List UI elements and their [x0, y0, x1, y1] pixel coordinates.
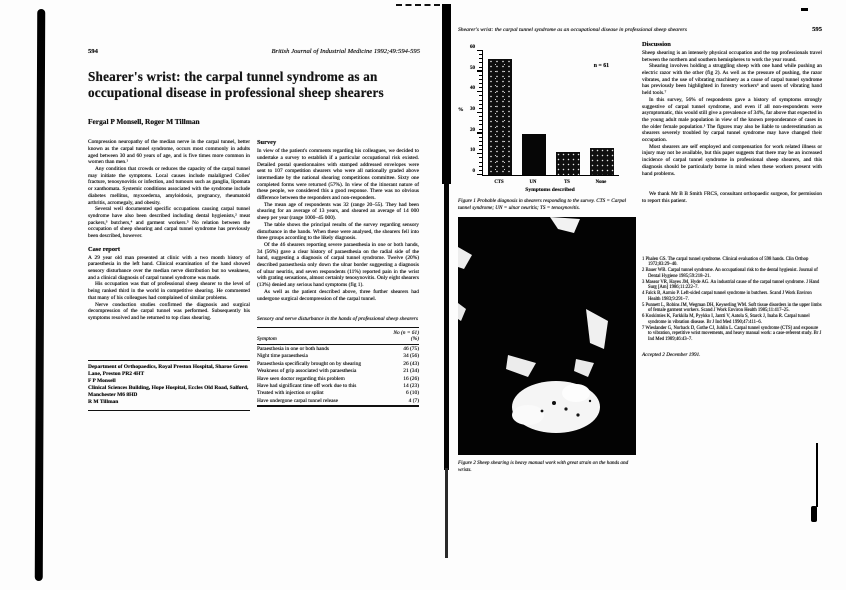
symptom-value: 6 (10) [405, 390, 419, 397]
reference-item: 4 Falck B, Aarnio P. Left-sided carpal tunnel syndrome in butchers. Scand J Work Environ Health 1983;9:291–7. [642, 291, 812, 302]
figure1-minor-tick [479, 62, 483, 63]
figure1-plot-row [458, 45, 632, 179]
figure1-ytick-label: 50 [470, 65, 475, 71]
figure1-xtick-TS: TS [564, 180, 570, 185]
discussion-paragraph: Shearing involves holding a struggling sheep with one hand while pushing an electric razor with the other (fig 2). As well as the pressure of pushing, the razor vibrates, and the use of vibrating machinery as a cause of carpal tunnel syndrome has previously been highlighted in forestry workers⁶ and users of vibrating hand held tools.⁷ [642, 63, 822, 97]
table-header-count-line2: (%) [410, 336, 419, 343]
figure1-xtick-None: None [595, 180, 607, 185]
figure1-ytick-label: 60 [470, 45, 475, 50]
figure1-caption: Figure 1 Probable diagnosis in shearers responding to the survey. CTS = Carpal tunnel syndrome; UN = ulnar neuritis; TS = tenosynovitis. [458, 198, 627, 211]
discussion-paragraph: Most shearers are self employed and compensation for work related illness or injury may not be available, but this paper suggests that there may be an increased incidence of carpal tunnel syndrome in professional sheep shearers, and this diagnosis should be particularly borne in mind when these workers present with hand problems. [642, 143, 822, 177]
figure1-minor-tick [479, 87, 483, 88]
figure1-legend: n = 61 [593, 63, 609, 69]
scan-gutter-strip-top [442, 4, 451, 184]
left-page-number: 594 [88, 48, 98, 55]
figure1-minor-tick [479, 166, 483, 167]
figure1-xlabels [482, 180, 618, 185]
figure1-minor-tick [479, 100, 483, 101]
scan-mark-top-right [801, 8, 808, 11]
figure1-major-tick [477, 153, 483, 154]
symptom-value: 21 (34) [403, 368, 419, 375]
address-line: R M Tillman [88, 399, 119, 406]
figure1-ytick-label: 20 [470, 127, 475, 133]
table-row [257, 360, 419, 367]
discussion-paragraph: In this survey, 56% of respondents gave a history of symptoms strongly suggestive of carpal tunnel syndrome, and even if all non-respondents were asymptomatic, this would still give a prevalence of 34%, far above that expected in the young adult male population in view of the known preponderance of cases in the older female population.¹ The figures may also be liable to underestimation as shearers severely troubled by carpal tunnel syndrome may have changed their occupation. [642, 96, 822, 144]
figure1-minor-tick [479, 67, 483, 68]
figure1-minor-tick [479, 83, 483, 84]
figure1-xtick-UN: UN [529, 180, 537, 185]
figure1-chart [458, 45, 632, 193]
table-header-symptom: Symptom [257, 328, 387, 345]
table-caption: Sensory and nerve disturbance in the hands of professional sheep shearers [257, 316, 418, 323]
reference-item: 7 Wieslander G, Norback D, Gothe CJ, Juhlin L. Carpal tunnel syndrome (CTS) and exposure to vibration, repetitive wrist movements, and heavy manual work: a case-referent study. Br J Ind Med 1989;46:43–7. [642, 325, 822, 342]
right-page-header [458, 26, 822, 33]
table-header-row [257, 328, 419, 345]
figure1-minor-tick [479, 145, 483, 146]
figure1-bar-UN [522, 134, 546, 175]
figure2-caption: Figure 2 Sheep shearing is heavy manual work with great strain on the hands and wrists. [458, 460, 629, 473]
figure1-ytick-label: 30 [470, 107, 475, 112]
figure1-major-tick [477, 132, 483, 133]
left-column-1 [88, 139, 250, 410]
accepted-date: Accepted 2 December 1991. [642, 351, 701, 358]
table-header-count [387, 328, 419, 345]
case-report-paragraph: Nerve conduction studies confirmed the diagnosis and surgical decompression of the carpal tunnel was performed. Subsequently his symptoms resolved and he returned to top class shearing. [88, 301, 250, 321]
symptom-label: Weakness of grip associated with paraesthesia [257, 368, 357, 375]
table-row [257, 397, 419, 405]
case-report-heading: Case report [88, 245, 121, 253]
survey-heading: Survey [257, 139, 277, 147]
case-report-paragraph: His occupation was that of professional sheep shearer to the level of being ranked third in the world in competitive shearing. He commented that many of his colleagues had complained of similar problems. [88, 281, 250, 301]
figure1-minor-tick [479, 75, 483, 76]
figure1-minor-tick [479, 149, 483, 150]
page-left [88, 48, 420, 411]
case-report-paragraph: A 29 year old man presented at clinic with a two month history of paraesthesia in the left hand. Clinical examination of the hand showed sensory disturbance over the median nerve distribution but no weakness, and a clinical diagnosis of carpal tunnel syndrome was made. [88, 254, 250, 281]
symptoms-table [257, 327, 419, 407]
page-right [458, 26, 822, 473]
figure1-minor-tick [479, 141, 483, 142]
figure1-minor-tick [479, 104, 483, 105]
figure1-minor-tick [479, 54, 483, 55]
figure1-minor-tick [479, 58, 483, 59]
article-running-head: Shearer's wrist: the carpal tunnel syndrome as an occupational disease in professional sheep shearers [458, 27, 687, 33]
figure1-ylabel: % [458, 107, 464, 113]
symptom-label: Night time paraesthesia [257, 353, 308, 360]
symptom-value: 34 (56) [403, 353, 419, 360]
figure1-xaxis-title: Symptoms described [525, 187, 575, 193]
figure1-xtick-CTS: CTS [494, 180, 504, 185]
table-row [257, 382, 419, 389]
figure1-minor-tick [479, 162, 483, 163]
scan-gutter-strip-low [445, 468, 448, 558]
figure1-minor-tick [479, 170, 483, 171]
table-row [257, 368, 419, 375]
intro-paragraph: Several well documented specific occupations causing carpal tunnel syndrome have also been described including dental hygienists,² meat packers,³ butchers,⁴ and garment workers.⁵ No relation between the occupation of sheep shearing and carpal tunnel syndrome has previously been described, however. [88, 206, 250, 240]
journal-running-head: British Journal of Industrial Medicine 1992;49:594-595 [271, 48, 420, 55]
figure1-minor-tick [479, 79, 483, 80]
scan-edge-blob-right [811, 506, 817, 522]
reference-item: 1 Phalen GS. The carpal tunnel syndrome. Clinical evaluation of 598 hands. Clin Orthop 1972;83:29–40. [642, 256, 809, 268]
reference-item: 2 Bauer WB. Carpal tunnel syndrome. An occupational risk to the dental hygienist. Journal of Dental Hygiene 1985;59:218–21. [642, 268, 818, 279]
reference-item: 6 Koskimies K, Farkkila M, Pyykko I, Jantti V, Aatola S, Starck J, Inaba R. Carpal tunnel syndrome in vibration disease. Br J Ind Med 1990;47:411–6. [642, 314, 810, 325]
author-address-block [88, 360, 250, 411]
figure1-minor-tick [479, 116, 483, 117]
discussion-paragraph: Sheep shearing is an intensely physical occupation and the top professionals travel between the northern and southern hemispheres to work the year round. [642, 49, 822, 63]
symptom-value: 4 (7) [408, 397, 419, 404]
left-page-header [88, 48, 420, 55]
table-row [257, 345, 419, 353]
symptom-value: 46 (75) [403, 346, 419, 353]
right-page-number: 595 [812, 26, 822, 33]
symptom-value: 14 (23) [403, 383, 419, 389]
figure1-ytick-label: 40 [470, 86, 475, 92]
scan-gutter-strip-mid [444, 180, 449, 470]
table-header-count-line1: No (n = 61) [393, 330, 419, 337]
figure1-minor-tick [479, 137, 483, 138]
reference-item: 5 Punnett L, Robins JM, Wegman DH, Keyserling WM. Soft tissue disorders in the upper limbs of female garment workers. Scand J Work Environ Health 1985;11:417–25. [642, 302, 822, 314]
symptom-value: 16 (26) [403, 375, 419, 382]
address-line: Clinical Sciences Building, Hope Hospital, Eccles Old Road, Salford, Manchester M6 8HD [88, 385, 249, 399]
figure1-major-tick [477, 174, 483, 175]
survey-paragraph: The table shows the principal results of the survey regarding sensory disturbance in the hands. When these were analysed, the shearers fell into three groups according to the likely diagnosis. [257, 221, 419, 242]
survey-paragraph: As well as the patient described above, three further shearers had undergone surgical decompression of the carpal tunnel. [257, 288, 419, 302]
left-page-columns [88, 139, 420, 410]
address-line: Department of Orthopaedics, Royal Preston Hospital, Sharoe Green Lane, Preston PR2 4HT [88, 363, 248, 377]
figure2-photo [458, 217, 636, 455]
article-authors: Fergal P Monsell, Roger M Tillman [88, 117, 200, 127]
figure1-minor-tick [479, 124, 483, 125]
symptom-label: Treated with injection or splint [257, 390, 324, 397]
figure1-minor-tick [479, 120, 483, 121]
intro-paragraph: Any condition that crowds or reduces the capacity of the carpal tunnel may initiate the symptoms. Local causes include malaligned Colles' fracture, tenosynovitis or infection, and tumours such as ganglia, lipomata or xanthomata. Systemic conditions associated with the syndrome include diabetes mellitus, myxoedema, amyloidosis, pregnancy, rheumatoid arthritis, acromegaly, and obesity. [88, 166, 250, 206]
figure1-plot [482, 51, 619, 176]
right-page-columns [458, 41, 822, 473]
reference-list [642, 257, 822, 343]
figure1-minor-tick [479, 95, 483, 96]
figure1-minor-tick [479, 157, 483, 158]
symptom-label: Have seen doctor regarding this problem [257, 375, 345, 382]
table-row [257, 390, 419, 397]
survey-paragraph: The mean age of respondents was 32 (range 20–55). They had been shearing for an average of 13 years, and sheared an average of 14 000 sheep per year (range 1000–45 000). [257, 201, 419, 222]
survey-paragraph: In view of the patient's comments regarding his colleagues, we decided to undertake a survey to establish if a particular occupational risk existed. Detailed postal questionnaires with stamped addressed envelopes were sent to 107 competition shearers who were all nationally graded above intermediate by the national shearing competitions committee. Sixty one completed forms were returned (57%). In view of the itinerant nature of these people, we considered this a good response. There was no obvious difference between the responders and non-responders. [257, 148, 419, 202]
figure1-bar-CTS [488, 59, 512, 175]
figure1-ytick-label: 10 [470, 148, 475, 154]
address-line: F P Monsell [88, 377, 116, 384]
right-column-text [642, 41, 822, 473]
table-row [257, 375, 419, 382]
figure1-major-tick [477, 50, 483, 51]
figure1-major-tick [477, 112, 483, 113]
symptom-value: 26 (43) [403, 360, 419, 367]
intro-paragraph: Compression neuropathy of the median nerve in the carpal tunnel, better known as the carpal tunnel syndrome, occurs most commonly in adults aged between 30 and 60 years of age, and is five times more common in women than men.¹ [88, 139, 250, 166]
symptom-label: Paraesthesia specifically brought on by shearing [257, 360, 362, 367]
scan-dash-artifact [396, 4, 440, 6]
figure1-bar-None [590, 148, 614, 175]
acknowledgment: We thank Mr B B Smith FRCS, consultant orthopaedic surgeon, for permission to report this patient. [642, 191, 822, 204]
scan-binding-strip-left [35, 9, 45, 581]
survey-paragraph: Of the 46 shearers reporting severe paraesthesia in one or both hands, 34 (56%) gave a clear history of paraesthesia on the radial side of the hand, suggesting a diagnosis of carpal tunnel syndrome. Twelve (20%) described paraesthesia only down the ulnar border suggesting a diagnosis of ulnar neuritis, and seven respondents (11%) reported pain in the wrist with grating sensations, almost certainly tenosynovitis. Only eight shearers (13%) denied any serious hand symptoms (fig 1). [257, 241, 419, 289]
symptom-label: Have undergone carpal tunnel release [257, 397, 339, 404]
figure1-minor-tick [479, 108, 483, 109]
discussion-heading: Discussion [642, 41, 671, 48]
figure1-major-tick [477, 91, 483, 92]
reference-item: 3 Masear VR, Hayes JM, Hyde AG. An industrial cause of the carpal tunnel syndrome. J Hand Surg [Am] 1986;11:222–7. [642, 279, 820, 291]
figure1-major-tick [477, 70, 483, 71]
symptom-label: Have had significant time off work due to this [257, 383, 357, 389]
table-row [257, 353, 419, 360]
sheep-shearing-photo [458, 217, 636, 455]
symptom-label: Paraesthesia in one or both hands [257, 346, 330, 353]
left-column-2 [257, 139, 419, 410]
right-column-figures [458, 41, 636, 473]
article-title: Shearer's wrist: the carpal tunnel syndrome as an occupational disease in professional sheep shearers [88, 69, 384, 101]
figure1-ytick-label: 0 [472, 169, 475, 174]
figure1-minor-tick [479, 129, 483, 130]
figure1-bar-TS [556, 152, 580, 175]
